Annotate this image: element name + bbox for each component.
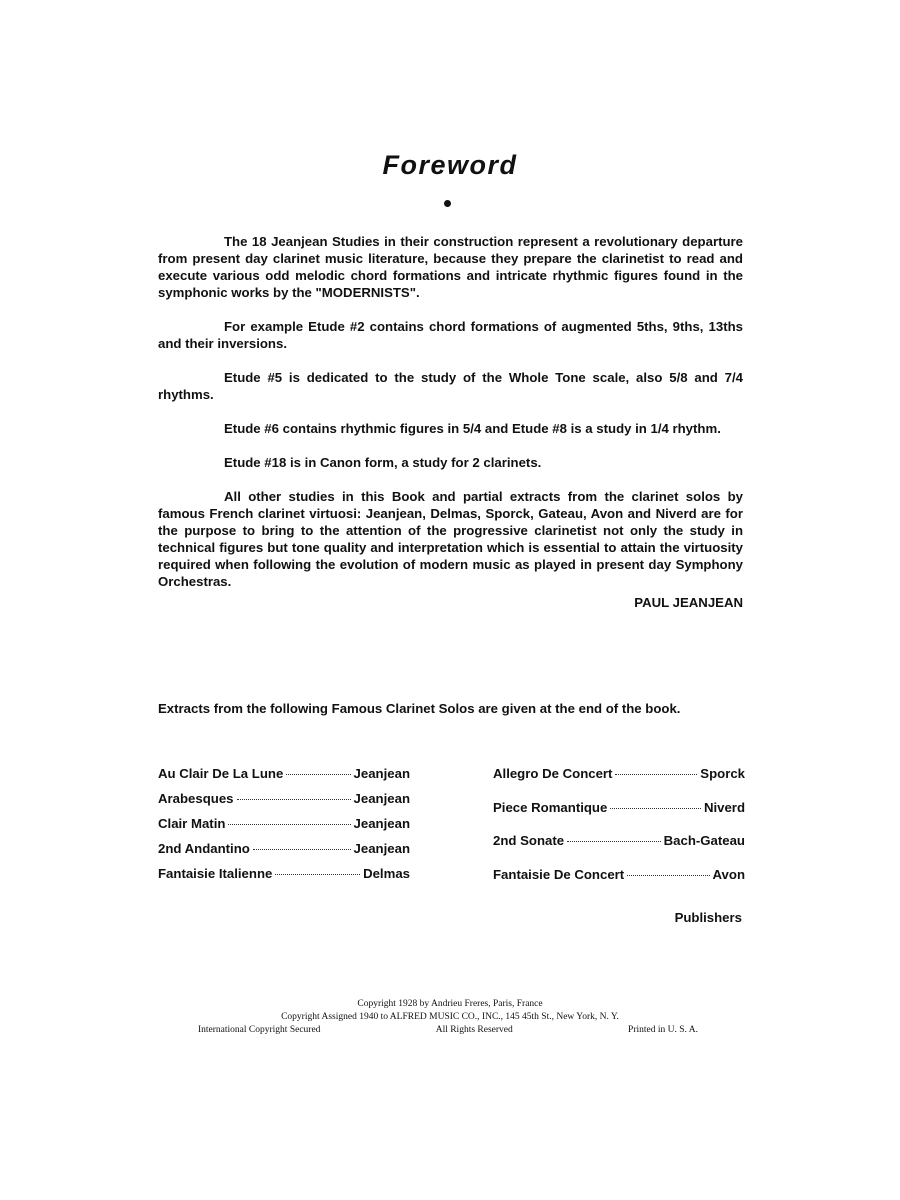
solo-composer: Avon (712, 866, 745, 882)
copyright-secured: International Copyright Secured (198, 1025, 321, 1035)
copyright-line-1: Copyright 1928 by Andrieu Freres, Paris, France (357, 999, 543, 1009)
paragraph-etude-5: Etude #5 is dedicated to the study of the Whole Tone scale, also 5/8 and 7/4 rhythms. (158, 370, 743, 402)
dot-leader (275, 874, 360, 875)
copyright-line-2: Copyright Assigned 1940 to ALFRED MUSIC CO., INC., 145 45th St., New York, N. Y. (281, 1012, 619, 1022)
solo-composer: Jeanjean (353, 841, 410, 856)
paragraph-etude-18: Etude #18 is in Canon form, a study for 2 clarinets. (224, 455, 542, 470)
solos-intro: Extracts from the following Famous Clarinet Solos are given at the end of the book. (158, 701, 681, 716)
publishers-label: Publishers (674, 910, 742, 925)
solo-title: Fantaisie Italienne (158, 866, 273, 881)
list-item (493, 800, 745, 834)
foreword-body (158, 233, 743, 628)
solo-title: Arabesques (158, 791, 234, 806)
paragraph-etude-2: For example Etude #2 contains chord formations of augmented 5ths, 9ths, 13ths and their inversions. (158, 319, 743, 351)
solo-title: 2nd Sonate (493, 833, 565, 848)
dot-leader (237, 799, 351, 800)
list-item (493, 766, 745, 800)
dot-leader (627, 875, 709, 876)
solo-title: Au Clair De La Lune (158, 766, 284, 781)
solo-composer: Jeanjean (353, 766, 410, 781)
rights-reserved: All Rights Reserved (435, 1025, 513, 1035)
copyright-line-3 (198, 1024, 698, 1037)
author-signature: PAUL JEANJEAN (634, 595, 743, 610)
dot-leader (253, 849, 351, 850)
solo-composer: Sporck (700, 766, 745, 781)
solo-title: Piece Romantique (493, 799, 608, 815)
solo-composer: Jeanjean (353, 816, 410, 831)
list-item (158, 841, 410, 866)
solo-title: Fantaisie De Concert (493, 866, 625, 882)
solo-composer: Bach-Gateau (663, 833, 745, 848)
paragraph-etude-6: Etude #6 contains rhythmic figures in 5/4 and Etude #8 is a study in 1/4 rhythm. (224, 421, 721, 436)
dot-leader (286, 774, 350, 775)
solo-title: Clair Matin (158, 816, 226, 831)
paragraph-other-studies: All other studies in this Book and partial extracts from the clarinet solos by famous French clarinet virtuosi: Jeanjean, Delmas, Sporck, Gateau, Avon and Niverd are for the purpose to bring to the attention of the progressive clarinetist not only the study in technical figures but tone quality and interpretation which is essential to attain the virtuosity required when following the evolution of modern music as played in present day Symphony Orchestras. (158, 489, 743, 589)
dot-leader (615, 774, 697, 775)
bullet-ornament (444, 200, 451, 207)
copyright-block (0, 998, 900, 1035)
solo-composer: Delmas (363, 866, 410, 881)
paragraph-intro: The 18 Jeanjean Studies in their construction represent a revolutionary departure from present day clarinet music literature, because they prepare the clarinetist to read and execute various odd melodic chord formations and intricate rhythmic figures found in the symphonic works by the "MODERNISTS". (158, 234, 743, 300)
solo-title: 2nd Andantino (158, 841, 250, 856)
solo-composer: Jeanjean (353, 791, 410, 806)
list-item (158, 816, 410, 841)
list-item (158, 866, 410, 891)
solos-list-right (493, 766, 745, 900)
solo-title: Allegro De Concert (493, 766, 613, 781)
solos-list-left (158, 766, 410, 891)
dot-leader (228, 824, 350, 825)
list-item (158, 791, 410, 816)
solo-composer: Niverd (703, 799, 745, 815)
dot-leader (567, 841, 661, 842)
printed-in: Printed in U. S. A. (628, 1025, 698, 1035)
list-item (493, 833, 745, 867)
dot-leader (610, 808, 701, 809)
list-item (493, 867, 745, 901)
list-item (158, 766, 410, 791)
page-title: Foreword (382, 150, 518, 180)
